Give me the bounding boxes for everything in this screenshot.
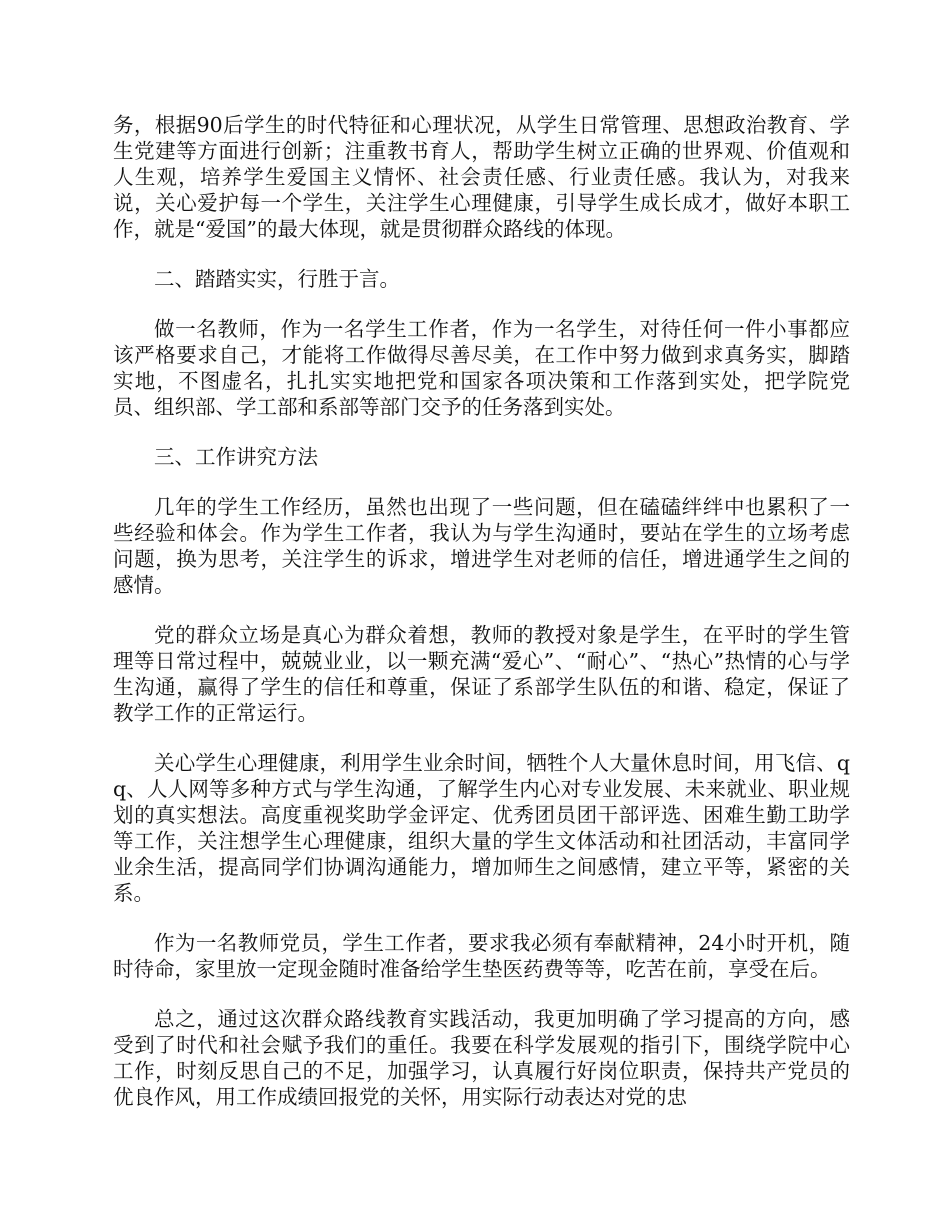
paragraph-dedication: 作为一名教师党员，学生工作者，要求我必须有奉献精神，24小时开机，随时待命，家里放一定现金随时准备给学生垫医药费等等，吃苦在前，享受在后。 bbox=[113, 931, 850, 981]
paragraph-work-experience: 几年的学生工作经历，虽然也出现了一些问题，但在磕磕绊绊中也累积了一些经验和体会。作为学生工作者，我认为与学生沟通时，要站在学生的立场考虑问题，换为思考，关注学生的诉求，增进学生对老师的信任，增进通学生之间的感情。 bbox=[113, 495, 850, 597]
paragraph-intro-continuation: 务，根据90后学生的时代特征和心理状况，从学生日常管理、思想政治教育、学生党建等方面进行创新；注重教书育人，帮助学生树立正确的世界观、价值观和人生观，培养学生爱国主义情怀、社会责任感、行业责任感。我认为，对我来说，关心爱护每一个学生，关注学生心理健康，引导学生成长成才，做好本职工作，就是“爱国”的最大体现，就是贯彻群众路线的体现。 bbox=[113, 113, 850, 241]
paragraph-down-to-earth: 做一名教师，作为一名学生工作者，作为一名学生，对待任何一件小事都应该严格要求自己，才能将工作做得尽善尽美，在工作中努力做到求真务实，脚踏实地，不图虚名，扎扎实实地把党和国家各项决策和工作落到实处，把学院党员、组织部、学工部和系部等部门交予的任务落到实处。 bbox=[113, 317, 850, 419]
document-page bbox=[113, 112, 850, 1134]
paragraph-mass-standpoint: 党的群众立场是真心为群众着想，教师的教授对象是学生，在平时的学生管理等日常过程中，兢兢业业，以一颗充满“爱心”、“耐心”、“热心”热情的心与学生沟通，赢得了学生的信任和尊重，保证了系部学生队伍的和谐、稳定，保证了教学工作的正常运行。 bbox=[113, 623, 850, 725]
section-heading-3: 三、工作讲究方法 bbox=[154, 445, 318, 469]
paragraph-conclusion: 总之，通过这次群众路线教育实践活动，我更加明确了学习提高的方向，感受到了时代和社会赋予我们的重任。我要在科学发展观的指引下，围绕学院中心工作，时刻反思自己的不足，加强学习，认真履行好岗位职责，保持共产党员的优良作风，用工作成绩回报党的关怀，用实际行动表达对党的忠 bbox=[113, 1007, 850, 1109]
section-heading-2: 二、踏踏实实，行胜于言。 bbox=[154, 267, 400, 291]
paragraph-mental-health: 关心学生心理健康，利用学生业余时间，牺牲个人大量休息时间，用飞信、qq、人人网等多种方式与学生沟通，了解学生内心对专业发展、未来就业、职业规划的真实想法。高度重视奖助学金评定、优秀团员团干部评选、困难生勤工助学等工作，关注想学生心理健康，组织大量的学生文体活动和社团活动，丰富同学业余生活，提高同学们协调沟通能力，增加师生之间感情，建立平等，紧密的关系。 bbox=[113, 751, 850, 905]
